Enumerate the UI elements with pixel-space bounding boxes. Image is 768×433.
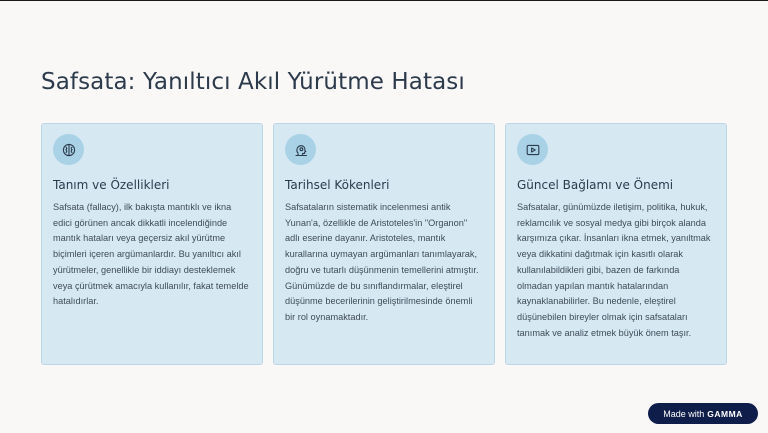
made-with-gamma-badge[interactable] xyxy=(648,403,758,424)
card-title: Tarihsel Kökenleri xyxy=(285,178,390,192)
card-text: Safsatalar, günümüzde iletişim, politika, hukuk, reklamcılık ve sosyal medya gibi birçok alanda karşımıza çıkar. İnsanları ikna etmek, yanıltmak veya dikkatini dağıtmak için kasıtlı olarak kullanılabildikleri gibi, bazen de farkında olmadan yapılan mantık hatalarından kaynaklanabilirler. Bu nedenle, eleştirel düşünebilen bireyler olmak için safsataları tanımak ve analiz etmek büyük önem taşır. xyxy=(517,202,711,338)
thinker-bust-icon xyxy=(285,134,316,165)
card-title: Güncel Bağlamı ve Önemi xyxy=(517,178,674,192)
gamma-logo: GAMMA xyxy=(707,408,743,419)
badge-prefix: Made with xyxy=(663,408,705,419)
card-text: Safsataların sistematik incelenmesi antik Yunan'a, özellikle de Aristoteles'in "Organon" adlı eserine dayanır. Aristoteles, mantık kurallarına uymayan argümanları tanımlayarak, doğru ve tutarlı düşünmenin temellerini atmıştır. Günümüzde de bu sınıflandırmalar, eleştirel düşünme becerilerinin geliştirilmesinde önemli bir rol oynamaktadır. xyxy=(285,202,479,322)
card-text: Safsata (fallacy), ilk bakışta mantıklı ve ikna edici görünen ancak dikkatli incelendiğinde mantık hataları veya geçersiz akıl yürütme biçimleri içeren argümanlardır. Bu yanıltıcı akıl yürütmeler, genellikle bir iddiayı desteklemek veya çürütmek amacıyla kullanılır, fakat temelde hatalıdırlar. xyxy=(53,202,249,307)
card-history xyxy=(273,123,495,365)
brain-icon xyxy=(53,134,84,165)
page-title: Safsata: Yanıltıcı Akıl Yürütme Hatası xyxy=(41,69,465,95)
video-play-icon xyxy=(517,134,548,165)
card-title: Tanım ve Özellikleri xyxy=(53,178,170,192)
card-grid xyxy=(41,123,727,365)
card-context xyxy=(505,123,727,365)
card-definition xyxy=(41,123,263,365)
